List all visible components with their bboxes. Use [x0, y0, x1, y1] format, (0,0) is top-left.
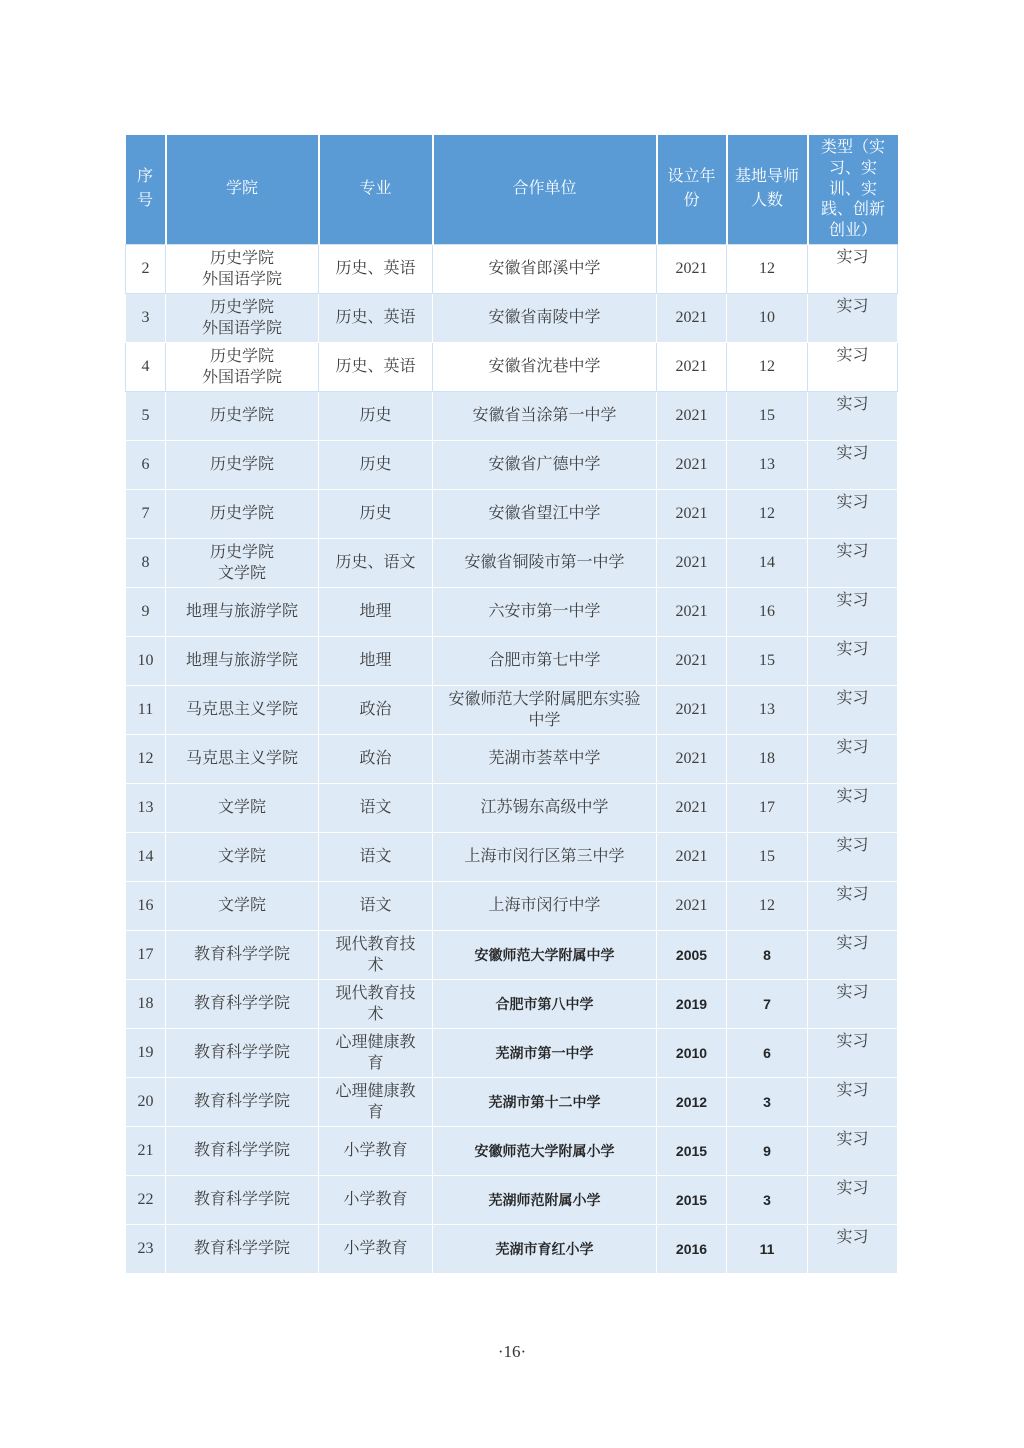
cell-mentor-count: 3	[727, 1175, 808, 1224]
cell-year-established: 2012	[657, 1077, 727, 1126]
cell-college: 历史学院	[166, 391, 319, 440]
table-row	[126, 1028, 898, 1077]
header-major: 专业	[319, 135, 433, 244]
cell-type: 实习	[808, 930, 898, 979]
cell-year-established: 2005	[657, 930, 727, 979]
cell-college: 教育科学学院	[166, 1077, 319, 1126]
table-row	[126, 734, 898, 783]
cell-type: 实习	[808, 440, 898, 489]
cell-major: 地理	[319, 587, 433, 636]
cell-major: 现代教育技术	[319, 930, 433, 979]
cell-mentor-count: 10	[727, 293, 808, 342]
cell-partner-unit: 安徽师范大学附属肥东实验中学	[433, 685, 657, 734]
cell-mentor-count: 13	[727, 440, 808, 489]
cell-mentor-count: 17	[727, 783, 808, 832]
table-row	[126, 293, 898, 342]
cell-serial-number: 13	[126, 783, 166, 832]
table-row	[126, 587, 898, 636]
table-row	[126, 685, 898, 734]
cell-major: 语文	[319, 832, 433, 881]
cell-partner-unit: 合肥市第八中学	[433, 979, 657, 1028]
cell-type: 实习	[808, 685, 898, 734]
cell-college: 历史学院	[166, 489, 319, 538]
cell-mentor-count: 18	[727, 734, 808, 783]
cell-type: 实习	[808, 489, 898, 538]
cell-mentor-count: 15	[727, 636, 808, 685]
cell-mentor-count: 13	[727, 685, 808, 734]
cell-college: 马克思主义学院	[166, 685, 319, 734]
cell-serial-number: 17	[126, 930, 166, 979]
cell-type: 实习	[808, 636, 898, 685]
cell-partner-unit: 芜湖市育红小学	[433, 1224, 657, 1273]
cell-type: 实习	[808, 244, 898, 293]
cell-partner-unit: 芜湖市荟萃中学	[433, 734, 657, 783]
cell-serial-number: 16	[126, 881, 166, 930]
cell-mentor-count: 12	[727, 342, 808, 391]
cell-type: 实习	[808, 1175, 898, 1224]
page-number: ·16·	[497, 1342, 527, 1361]
cell-type: 实习	[808, 342, 898, 391]
cell-serial-number: 14	[126, 832, 166, 881]
cell-major: 政治	[319, 734, 433, 783]
cell-serial-number: 2	[126, 244, 166, 293]
header-serial-number: 序号	[126, 135, 166, 244]
cell-partner-unit: 六安市第一中学	[433, 587, 657, 636]
cell-type: 实习	[808, 1077, 898, 1126]
cell-partner-unit: 上海市闵行区第三中学	[433, 832, 657, 881]
cell-mentor-count: 7	[727, 979, 808, 1028]
cell-college: 历史学院	[166, 440, 319, 489]
cell-year-established: 2021	[657, 587, 727, 636]
table-row	[126, 881, 898, 930]
cell-type: 实习	[808, 1028, 898, 1077]
cell-college: 马克思主义学院	[166, 734, 319, 783]
cell-partner-unit: 安徽省望江中学	[433, 489, 657, 538]
cell-year-established: 2021	[657, 293, 727, 342]
table-row	[126, 342, 898, 391]
cell-major: 心理健康教育	[319, 1028, 433, 1077]
table-row	[126, 489, 898, 538]
cell-serial-number: 20	[126, 1077, 166, 1126]
cell-serial-number: 7	[126, 489, 166, 538]
cell-mentor-count: 6	[727, 1028, 808, 1077]
cell-partner-unit: 芜湖市第十二中学	[433, 1077, 657, 1126]
cell-serial-number: 12	[126, 734, 166, 783]
cell-major: 语文	[319, 783, 433, 832]
cell-mentor-count: 12	[727, 489, 808, 538]
cell-college: 地理与旅游学院	[166, 587, 319, 636]
table-row	[126, 1077, 898, 1126]
cell-partner-unit: 安徽省广德中学	[433, 440, 657, 489]
cell-major: 小学教育	[319, 1175, 433, 1224]
cell-year-established: 2019	[657, 979, 727, 1028]
cell-year-established: 2015	[657, 1126, 727, 1175]
cell-partner-unit: 安徽省郎溪中学	[433, 244, 657, 293]
cell-college: 文学院	[166, 881, 319, 930]
cell-type: 实习	[808, 1224, 898, 1273]
cell-major: 地理	[319, 636, 433, 685]
cell-serial-number: 9	[126, 587, 166, 636]
cell-serial-number: 4	[126, 342, 166, 391]
cell-partner-unit: 合肥市第七中学	[433, 636, 657, 685]
cell-type: 实习	[808, 293, 898, 342]
cell-college: 教育科学学院	[166, 1224, 319, 1273]
cell-major: 政治	[319, 685, 433, 734]
cell-college: 历史学院 外国语学院	[166, 293, 319, 342]
cell-year-established: 2021	[657, 881, 727, 930]
cell-major: 小学教育	[319, 1224, 433, 1273]
cell-mentor-count: 14	[727, 538, 808, 587]
cell-college: 文学院	[166, 832, 319, 881]
cell-type: 实习	[808, 1126, 898, 1175]
cell-partner-unit: 芜湖市第一中学	[433, 1028, 657, 1077]
cell-mentor-count: 3	[727, 1077, 808, 1126]
cell-year-established: 2021	[657, 440, 727, 489]
cell-major: 历史、语文	[319, 538, 433, 587]
cell-major: 现代教育技术	[319, 979, 433, 1028]
cell-serial-number: 10	[126, 636, 166, 685]
cell-college: 历史学院 文学院	[166, 538, 319, 587]
table-row	[126, 391, 898, 440]
cell-year-established: 2021	[657, 832, 727, 881]
cell-serial-number: 23	[126, 1224, 166, 1273]
cell-type: 实习	[808, 538, 898, 587]
header-year-established: 设立年份	[657, 135, 727, 244]
cell-serial-number: 18	[126, 979, 166, 1028]
cell-partner-unit: 安徽师范大学附属小学	[433, 1126, 657, 1175]
cell-partner-unit: 江苏锡东高级中学	[433, 783, 657, 832]
practice-base-table	[125, 135, 898, 1274]
table-row	[126, 636, 898, 685]
table-row	[126, 930, 898, 979]
cell-college: 历史学院 外国语学院	[166, 244, 319, 293]
table-row	[126, 244, 898, 293]
header-mentor-count: 基地导师人数	[727, 135, 808, 244]
cell-type: 实习	[808, 391, 898, 440]
cell-year-established: 2021	[657, 685, 727, 734]
table-row	[126, 1175, 898, 1224]
cell-partner-unit: 安徽省南陵中学	[433, 293, 657, 342]
table-row	[126, 538, 898, 587]
cell-serial-number: 6	[126, 440, 166, 489]
cell-partner-unit: 上海市闵行中学	[433, 881, 657, 930]
cell-major: 历史	[319, 489, 433, 538]
cell-mentor-count: 12	[727, 881, 808, 930]
cell-major: 历史、英语	[319, 342, 433, 391]
cell-mentor-count: 15	[727, 832, 808, 881]
cell-serial-number: 19	[126, 1028, 166, 1077]
cell-serial-number: 22	[126, 1175, 166, 1224]
cell-partner-unit: 安徽师范大学附属中学	[433, 930, 657, 979]
cell-year-established: 2021	[657, 538, 727, 587]
cell-type: 实习	[808, 832, 898, 881]
cell-partner-unit: 安徽省沈巷中学	[433, 342, 657, 391]
table-header-row	[126, 135, 898, 244]
cell-serial-number: 11	[126, 685, 166, 734]
header-type: 类型（实习、实训、实践、创新创业）	[808, 135, 898, 244]
cell-college: 教育科学学院	[166, 1175, 319, 1224]
cell-year-established: 2021	[657, 489, 727, 538]
cell-year-established: 2016	[657, 1224, 727, 1273]
cell-type: 实习	[808, 734, 898, 783]
cell-partner-unit: 安徽省当涂第一中学	[433, 391, 657, 440]
cell-mentor-count: 12	[727, 244, 808, 293]
header-partner-unit: 合作单位	[433, 135, 657, 244]
cell-partner-unit: 芜湖师范附属小学	[433, 1175, 657, 1224]
cell-type: 实习	[808, 587, 898, 636]
cell-serial-number: 5	[126, 391, 166, 440]
cell-mentor-count: 8	[727, 930, 808, 979]
cell-partner-unit: 安徽省铜陵市第一中学	[433, 538, 657, 587]
table-row	[126, 1224, 898, 1273]
cell-year-established: 2021	[657, 244, 727, 293]
table-container	[125, 135, 898, 1274]
cell-college: 地理与旅游学院	[166, 636, 319, 685]
cell-serial-number: 21	[126, 1126, 166, 1175]
cell-year-established: 2021	[657, 636, 727, 685]
cell-major: 历史	[319, 391, 433, 440]
cell-year-established: 2021	[657, 783, 727, 832]
cell-college: 教育科学学院	[166, 979, 319, 1028]
cell-year-established: 2010	[657, 1028, 727, 1077]
cell-college: 历史学院 外国语学院	[166, 342, 319, 391]
cell-college: 教育科学学院	[166, 1028, 319, 1077]
cell-major: 历史、英语	[319, 293, 433, 342]
cell-mentor-count: 15	[727, 391, 808, 440]
cell-year-established: 2021	[657, 734, 727, 783]
cell-major: 历史、英语	[319, 244, 433, 293]
cell-type: 实习	[808, 979, 898, 1028]
header-college: 学院	[166, 135, 319, 244]
cell-college: 教育科学学院	[166, 930, 319, 979]
cell-college: 教育科学学院	[166, 1126, 319, 1175]
table-row	[126, 979, 898, 1028]
cell-major: 小学教育	[319, 1126, 433, 1175]
table-body	[126, 244, 898, 1273]
cell-year-established: 2015	[657, 1175, 727, 1224]
cell-college: 文学院	[166, 783, 319, 832]
cell-mentor-count: 9	[727, 1126, 808, 1175]
cell-mentor-count: 16	[727, 587, 808, 636]
cell-major: 历史	[319, 440, 433, 489]
table-row	[126, 440, 898, 489]
cell-serial-number: 3	[126, 293, 166, 342]
cell-type: 实习	[808, 783, 898, 832]
table-row	[126, 1126, 898, 1175]
cell-year-established: 2021	[657, 391, 727, 440]
cell-serial-number: 8	[126, 538, 166, 587]
cell-year-established: 2021	[657, 342, 727, 391]
cell-major: 心理健康教育	[319, 1077, 433, 1126]
table-row	[126, 832, 898, 881]
cell-major: 语文	[319, 881, 433, 930]
table-row	[126, 783, 898, 832]
cell-mentor-count: 11	[727, 1224, 808, 1273]
cell-type: 实习	[808, 881, 898, 930]
